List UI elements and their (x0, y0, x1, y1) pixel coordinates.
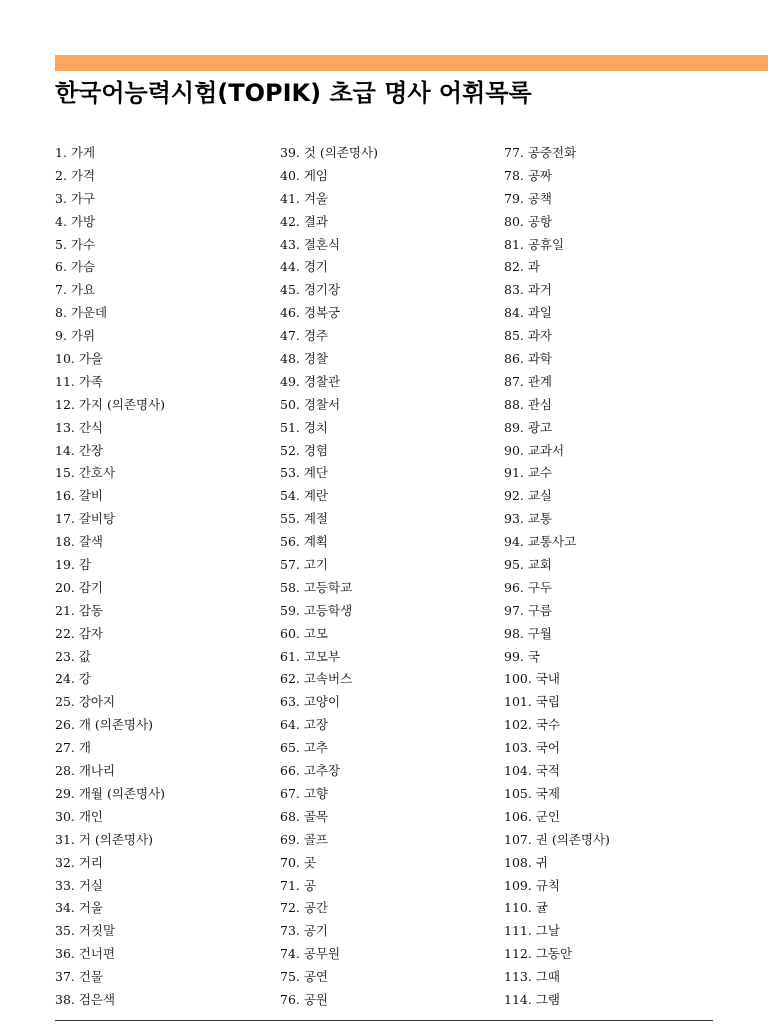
vocab-list-item: 34. 거울 (55, 900, 104, 916)
vocab-list-item: 1. 가게 (55, 145, 96, 160)
vocab-list-item: 15. 간호사 (55, 465, 116, 481)
vocab-list-item: 40. 게임 (280, 167, 329, 183)
vocab-list-item: 109. 규칙 (504, 877, 560, 893)
vocab-list-item: 31. 거 (의존명사) (55, 831, 153, 847)
vocab-list-item: 81. 공휴일 (504, 236, 565, 252)
vocab-list-item: 99. 국 (504, 648, 540, 664)
vocab-column-2 (280, 142, 378, 1012)
title-accent-bar (55, 55, 768, 71)
vocab-list-item: 92. 교실 (504, 488, 553, 504)
vocab-list-item: 21. 감동 (55, 602, 104, 618)
vocab-list-item: 103. 국어 (504, 740, 560, 756)
vocab-list-item: 45. 경기장 (280, 282, 341, 298)
vocab-list-item: 61. 고모부 (280, 648, 341, 664)
vocab-list-item: 90. 교과서 (504, 442, 565, 458)
vocab-list-item: 44. 경기 (280, 259, 329, 275)
vocab-list-item: 102. 국수 (504, 717, 560, 733)
vocab-column-1 (55, 142, 165, 1012)
bottom-divider (55, 1020, 713, 1021)
vocab-list-item: 39. 것 (의존명사) (280, 145, 378, 160)
vocab-list-item: 9. 가위 (55, 328, 96, 344)
vocab-list-item: 95. 교회 (504, 557, 553, 573)
vocab-list-item: 108. 귀 (504, 854, 548, 870)
vocab-list-item: 58. 고등학교 (280, 579, 353, 595)
vocab-list-item: 52. 경험 (280, 442, 329, 458)
vocab-list-item: 16. 갈비 (55, 488, 104, 504)
vocab-list-item: 84. 과일 (504, 305, 553, 321)
vocab-list-item: 80. 공항 (504, 213, 553, 229)
vocab-list-item: 83. 과거 (504, 282, 553, 298)
vocab-list-item: 75. 공연 (280, 969, 329, 985)
vocab-list-item: 5. 가수 (55, 236, 96, 252)
vocab-list-item: 68. 골목 (280, 808, 329, 824)
vocab-list-item: 18. 갈색 (55, 534, 104, 550)
vocab-list-item: 27. 개 (55, 740, 91, 756)
vocab-list-item: 94. 교통사고 (504, 534, 577, 550)
vocab-list-item: 64. 고장 (280, 717, 329, 733)
vocab-list-item: 53. 계단 (280, 465, 329, 481)
page-title: 한국어능력시험(TOPIK) 초급 명사 어휘목록 (55, 79, 532, 107)
vocab-list-item: 98. 구월 (504, 625, 553, 641)
vocab-list-item: 65. 고추 (280, 740, 329, 756)
vocab-list-item: 93. 교통 (504, 511, 553, 527)
vocab-list-item: 24. 강 (55, 671, 91, 687)
vocab-column-3 (504, 142, 610, 1012)
vocab-list-item: 76. 공원 (280, 991, 329, 1007)
vocab-list-item: 56. 계획 (280, 534, 329, 550)
vocab-list-item: 43. 결혼식 (280, 236, 341, 252)
vocab-list-item: 74. 공무원 (280, 946, 341, 962)
vocab-list-item: 7. 가요 (55, 282, 96, 298)
vocab-list-item: 33. 거실 (55, 877, 104, 893)
vocab-list-item: 8. 가운데 (55, 305, 108, 321)
vocab-list-item: 91. 교수 (504, 465, 553, 481)
vocab-list-item: 70. 곳 (280, 854, 316, 870)
vocab-list-item: 104. 국적 (504, 763, 560, 779)
vocab-list-item: 114. 그램 (504, 991, 560, 1007)
vocab-list-item: 48. 경찰 (280, 351, 329, 367)
vocab-list-item: 60. 고모 (280, 625, 329, 641)
vocab-list-item: 38. 검은색 (55, 991, 116, 1007)
vocab-list-item: 86. 과학 (504, 351, 553, 367)
vocab-list-item: 37. 건물 (55, 969, 104, 985)
vocab-list-item: 57. 고기 (280, 557, 329, 573)
vocab-list-item: 13. 간식 (55, 419, 104, 435)
vocab-list-item: 87. 관계 (504, 373, 553, 389)
vocab-list-item: 55. 계절 (280, 511, 329, 527)
vocab-list-item: 25. 강아지 (55, 694, 116, 710)
vocab-list-item: 66. 고추장 (280, 763, 341, 779)
vocab-list-item: 19. 감 (55, 557, 91, 573)
vocab-list-item: 35. 거짓말 (55, 923, 116, 939)
vocab-list-item: 106. 군인 (504, 808, 560, 824)
vocab-list-item: 26. 개 (의존명사) (55, 717, 153, 733)
vocab-list-item: 71. 공 (280, 877, 316, 893)
vocab-list-item: 4. 가방 (55, 213, 96, 229)
vocab-list-item: 10. 가을 (55, 351, 104, 367)
vocab-list-item: 51. 경치 (280, 419, 329, 435)
vocab-list-item: 77. 공중전화 (504, 145, 577, 160)
vocab-list-item: 47. 경주 (280, 328, 329, 344)
vocab-list-item: 32. 거리 (55, 854, 104, 870)
vocab-list-item: 2. 가격 (55, 167, 96, 183)
vocab-list-item: 101. 국립 (504, 694, 560, 710)
vocab-list-item: 12. 가지 (의존명사) (55, 396, 166, 412)
vocab-list-item: 69. 골프 (280, 831, 329, 847)
vocab-list-item: 17. 갈비탕 (55, 511, 116, 527)
vocab-list-item: 3. 가구 (55, 190, 96, 206)
vocab-list-item: 42. 결과 (280, 213, 329, 229)
vocab-list-item: 111. 그날 (504, 923, 560, 939)
vocab-list-item: 28. 개나리 (55, 763, 116, 779)
vocab-list-item: 73. 공기 (280, 923, 329, 939)
vocab-list-item: 88. 관심 (504, 396, 553, 412)
vocab-list-item: 11. 가족 (55, 373, 104, 389)
vocab-list-item: 30. 개인 (55, 808, 104, 824)
vocab-list-item: 23. 값 (55, 648, 91, 664)
vocab-list-item: 49. 경찰관 (280, 373, 341, 389)
vocab-list-item: 107. 권 (의존명사) (504, 831, 610, 847)
vocab-list-item: 54. 계란 (280, 488, 329, 504)
vocab-list-item: 67. 고향 (280, 785, 329, 801)
vocab-list-item: 96. 구두 (504, 579, 553, 595)
vocab-list-item: 110. 귤 (504, 900, 548, 916)
vocab-list-item: 59. 고등학생 (280, 602, 353, 618)
vocab-list-item: 41. 겨울 (280, 190, 329, 206)
vocab-list-item: 85. 과자 (504, 328, 553, 344)
vocab-list-item: 22. 감자 (55, 625, 104, 641)
vocab-list-item: 46. 경복궁 (280, 305, 341, 321)
vocab-list-item: 78. 공짜 (504, 167, 553, 183)
vocab-list-item: 6. 가슴 (55, 259, 96, 275)
vocab-list-item: 97. 구름 (504, 602, 553, 618)
vocab-list-item: 105. 국제 (504, 785, 560, 801)
vocab-list-item: 100. 국내 (504, 671, 560, 687)
vocab-list-item: 112. 그동안 (504, 946, 573, 962)
vocab-list-item: 20. 감기 (55, 579, 104, 595)
vocab-list-item: 36. 건너편 (55, 946, 116, 962)
vocab-list-item: 72. 공간 (280, 900, 329, 916)
vocab-list-item: 14. 간장 (55, 442, 104, 458)
vocab-list-item: 29. 개월 (의존명사) (55, 785, 166, 801)
vocab-list-item: 62. 고속버스 (280, 671, 353, 687)
vocab-list-item: 82. 과 (504, 259, 540, 275)
vocab-list-item: 79. 공책 (504, 190, 553, 206)
vocab-list-item: 89. 광고 (504, 419, 553, 435)
vocab-list-item: 63. 고양이 (280, 694, 341, 710)
vocab-list-item: 50. 경찰서 (280, 396, 341, 412)
vocab-list-item: 113. 그때 (504, 969, 560, 985)
